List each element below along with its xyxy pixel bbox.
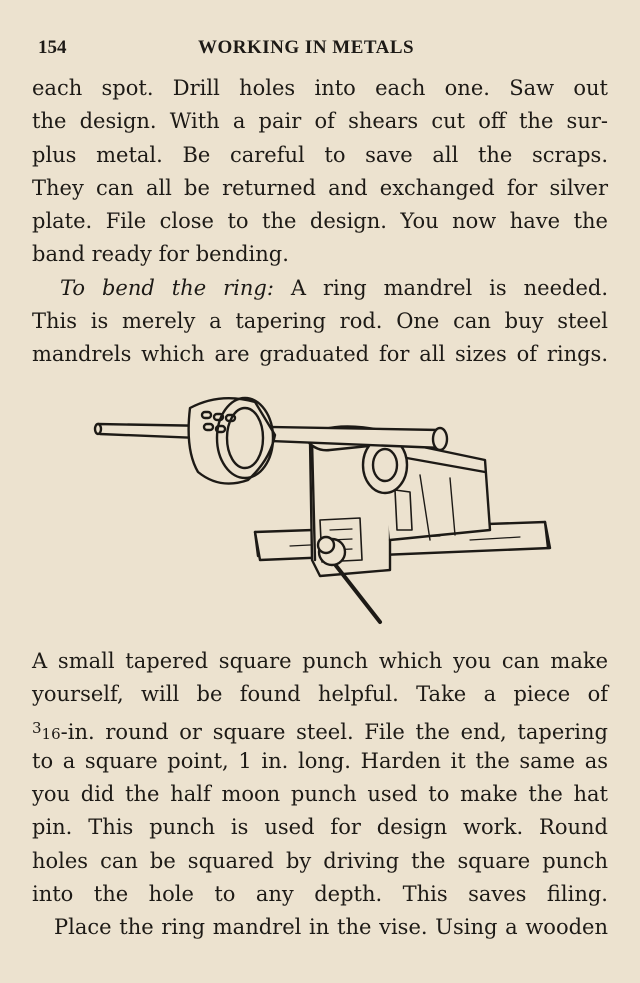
fraction-numerator: 3	[32, 718, 42, 737]
text-line: each spot. Drill holes into each one. Saw out	[32, 76, 608, 100]
text-line: This is merely a tapering rod. One can buy steel	[32, 309, 608, 334]
ring	[189, 398, 275, 484]
text-line: the design. With a pair of shears cut off the sur-	[32, 109, 608, 134]
text-line	[32, 272, 608, 305]
paragraph-bottom	[32, 645, 608, 945]
text-line: mandrels which are graduated for all sizes of rings.	[32, 342, 608, 367]
text-line	[32, 712, 608, 745]
text-line: plate. File close to the design. You now have the	[32, 209, 608, 234]
text-line: into the hole to any depth. This saves filing.	[32, 882, 608, 907]
text-line: A small tapered square punch which you can make	[32, 649, 608, 673]
text-line: holes can be squared by driving the square punch	[32, 848, 608, 873]
page-number: 154	[38, 37, 67, 58]
running-title: WORKING IN METALS	[198, 37, 415, 58]
section-run-in-heading: To bend the ring:	[60, 275, 274, 300]
ring-mandrel-in-vise-illustration	[90, 380, 560, 630]
paragraph-top	[32, 72, 608, 372]
running-head	[38, 37, 608, 63]
text-line: to a square point, 1 in. long. Harden it the same as	[32, 748, 608, 773]
text-line: plus metal. Be careful to save all the scraps.	[32, 142, 608, 167]
fraction-denominator: 16	[41, 724, 61, 743]
text-line: Place the ring mandrel in the vise. Using a wooden	[54, 915, 608, 940]
text-line: yourself, will be found helpful. Take a piece of	[32, 682, 608, 707]
text-line: pin. This punch is used for design work. Round	[32, 815, 608, 840]
text-run: A ring mandrel is needed.	[273, 275, 608, 300]
text-line: you did the half moon punch used to make the hat	[32, 782, 608, 807]
text-line: They can all be returned and exchanged for silver	[32, 175, 608, 200]
text-line: band ready for bending.	[32, 242, 289, 267]
text-run: -in. round or square steel. File the end, tapering	[60, 719, 608, 744]
